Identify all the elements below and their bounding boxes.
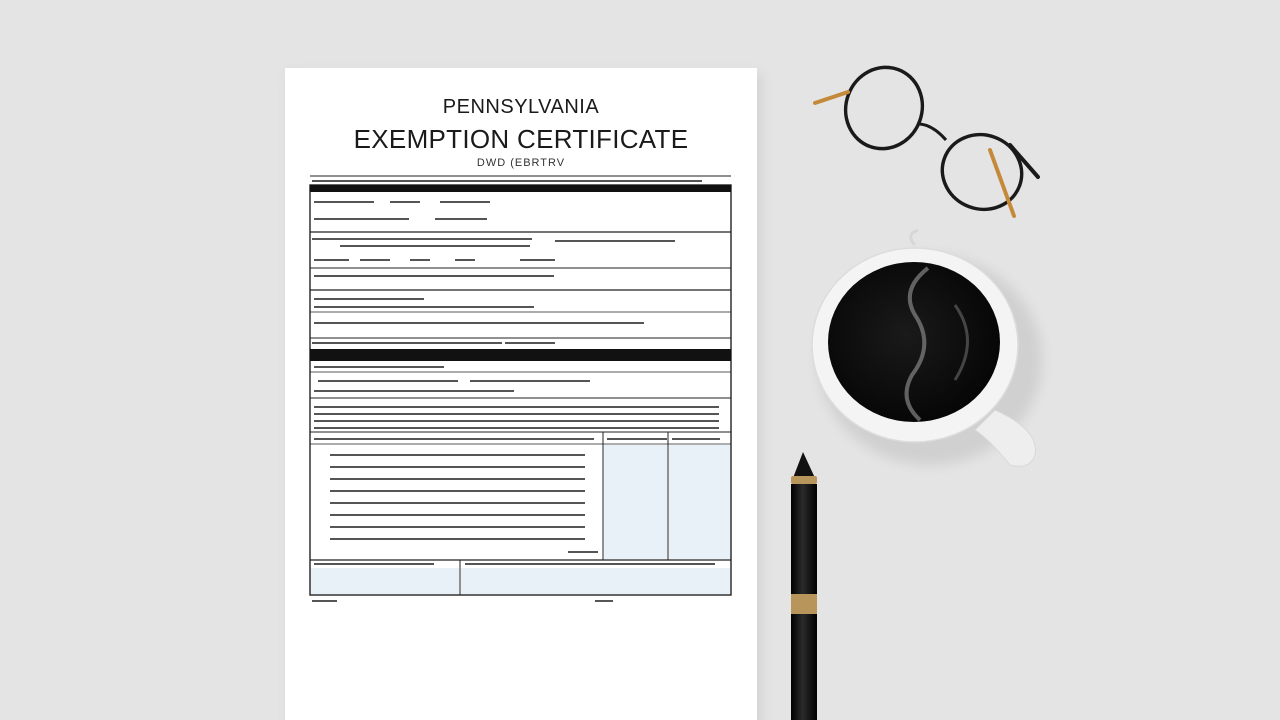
- eyeglasses: [815, 56, 1038, 220]
- document-subtitle: DWD (EBRTRV: [476, 157, 566, 169]
- fountain-pen: [791, 452, 817, 720]
- document-title-certificate: EXEMPTION CERTIFICATE: [353, 124, 689, 154]
- coffee-mug: [812, 230, 1042, 466]
- document-title-state: PENNSYLVANIA: [442, 96, 600, 118]
